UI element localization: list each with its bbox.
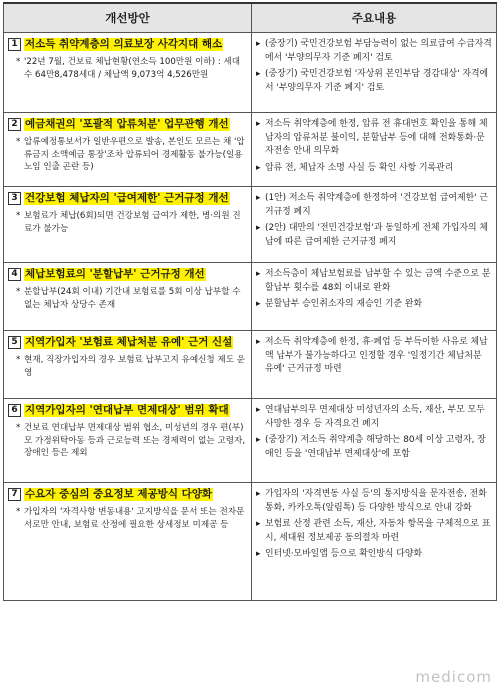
item-bullet: ▸ xyxy=(256,69,261,79)
plan-title xyxy=(8,488,247,501)
detail-bullet: * xyxy=(16,355,21,365)
improvement-plan-cell xyxy=(4,399,252,483)
plan-detail xyxy=(16,506,247,531)
item-bullet: ▸ xyxy=(256,549,261,559)
content-item xyxy=(256,268,492,295)
item-bullet: ▸ xyxy=(256,193,261,203)
plan-detail xyxy=(16,354,247,379)
plan-title-text: 지역가입자 '보험료 체납처분 유예' 근거 신설 xyxy=(25,336,233,348)
content-item xyxy=(256,434,492,461)
improvement-plan-cell xyxy=(4,113,252,187)
header-main-content: 주요내용 xyxy=(252,3,497,33)
content-item xyxy=(256,404,492,431)
item-bullet: ▸ xyxy=(256,162,261,173)
main-content-cell xyxy=(252,33,497,113)
plan-title-text: 수요자 중심의 중요정보 제공방식 다양화 xyxy=(25,488,213,500)
table-row xyxy=(4,331,497,399)
plan-number: 5 xyxy=(8,336,21,349)
item-text: 저소득 취약계층에 한정, 압류 전 휴대번호 확인을 통해 체납자의 압류처분 불이익, 분할납부 등에 대해 전화통화·문자전송 안내 의무화 xyxy=(265,119,488,156)
improvement-plan-cell xyxy=(4,263,252,331)
plan-number: 2 xyxy=(8,118,21,131)
detail-bullet: * xyxy=(16,423,21,433)
item-bullet: ▸ xyxy=(256,269,261,279)
detail-bullet: * xyxy=(16,211,21,221)
detail-bullet: * xyxy=(16,57,21,67)
detail-text: 압류예정통보서가 일반우편으로 발송, 본인도 모르는 채 '압류금지 소액예금 통장'조차 압류되어 경제활동 불가능(일용노임 인출 곤란 등) xyxy=(24,137,245,172)
item-bullet: ▸ xyxy=(256,489,261,499)
plan-title-text: 건강보험 체납자의 '급여제한' 근거규정 개선 xyxy=(25,192,229,204)
table-row xyxy=(4,187,497,263)
plan-detail xyxy=(16,56,247,81)
plan-detail xyxy=(16,136,247,174)
improvement-plan-cell xyxy=(4,33,252,113)
content-item xyxy=(256,192,492,219)
content-item xyxy=(256,298,492,312)
content-item xyxy=(256,336,492,377)
content-item xyxy=(256,68,492,95)
item-bullet: ▸ xyxy=(256,223,261,233)
plan-number: 6 xyxy=(8,404,21,417)
item-bullet: ▸ xyxy=(256,337,261,347)
detail-text: 분할납부(24회 이내) 기간내 보험료를 5회 이상 납부할 수 없는 체납자 상당수 존재 xyxy=(24,287,241,310)
plan-number: 1 xyxy=(8,38,21,51)
item-text: 보험료 산정 관련 소득, 재산, 자동차 항목을 구체적으로 표시, 세대원 정보제공 동의절차 마련 xyxy=(265,519,491,543)
plan-number: 4 xyxy=(8,268,21,281)
item-text: 가입자의 '자격변동 사실 등'의 통지방식을 문자전송, 전화통화, 카카오톡(알림톡) 등 다양한 방식으로 안내 강화 xyxy=(265,489,487,513)
detail-bullet: * xyxy=(16,507,21,517)
plan-title xyxy=(8,404,247,417)
table-row xyxy=(4,263,497,331)
watermark: medicom xyxy=(415,668,492,686)
improvement-plan-cell xyxy=(4,187,252,263)
plan-title-text: 예금채권의 '포괄적 압류처분' 업무관행 개선 xyxy=(25,118,229,130)
main-content-cell xyxy=(252,113,497,187)
plan-title xyxy=(8,268,247,281)
item-bullet: ▸ xyxy=(256,405,261,415)
table-header-row xyxy=(4,3,497,33)
item-bullet: ▸ xyxy=(256,435,261,445)
item-bullet: ▸ xyxy=(256,119,261,129)
content-item xyxy=(256,518,492,545)
improvement-plan-cell xyxy=(4,483,252,601)
main-content-cell xyxy=(252,483,497,601)
main-content-cell xyxy=(252,399,497,483)
plan-title-text: 지역가입자의 '연대납부 면제대상' 범위 확대 xyxy=(25,404,229,416)
table-row xyxy=(4,483,497,601)
header-improvement-plan: 개선방안 xyxy=(4,3,252,33)
content-item xyxy=(256,118,492,159)
plan-title-text: 저소득 취약계층의 의료보장 사각지대 해소 xyxy=(25,38,223,50)
item-text: 분할납부 승인취소자의 재승인 기준 완화 xyxy=(265,299,423,309)
table-row xyxy=(4,399,497,483)
plan-detail xyxy=(16,210,247,235)
plan-number: 7 xyxy=(8,488,21,501)
plan-title xyxy=(8,118,247,131)
table-row xyxy=(4,33,497,113)
detail-text: 건보료 연대납부 면제대상 범위 협소, 미성년의 경우 편(부)모 가정위탁아동 등과 근로능력 또는 경제력이 없는 고령자, 장애인 등은 제외 xyxy=(24,423,246,458)
plan-number: 3 xyxy=(8,192,21,205)
main-content-cell xyxy=(252,187,497,263)
item-text: 압류 전, 체납자 소명 사실 등 확인 사항 기록관리 xyxy=(265,162,454,173)
improvement-table xyxy=(3,2,497,601)
detail-text: '22년 7월, 건보료 체납현황(연소득 100만원 이하) : 세대수 64만8,478세대 / 체납액 9,073억 4,526만원 xyxy=(24,57,241,80)
item-text: (중장기) 국민건강보험 '자상위 본인부담 경감대상' 자격에서 '부양의무자 기준 폐지' 검토 xyxy=(265,69,489,93)
item-text: 저소득층이 체납보험료를 납부할 수 있는 금액 수준으로 분할납부 횟수를 48회 이내로 완화 xyxy=(265,269,491,293)
plan-title xyxy=(8,336,247,349)
content-item xyxy=(256,222,492,249)
content-item xyxy=(256,162,492,176)
item-text: 인터넷·모바일앱 등으로 확인방식 다양화 xyxy=(265,549,423,559)
item-text: (1안) 저소득 취약계층에 한정하여 '건강보험 급여제한' 근거규정 폐지 xyxy=(265,193,488,217)
improvement-plan-cell xyxy=(4,331,252,399)
item-text: 연대납부의무 면제대상 미성년자의 소득, 재산, 부모 모두 사망한 경우 등 자격요건 폐지 xyxy=(265,405,485,429)
plan-title xyxy=(8,192,247,205)
detail-bullet: * xyxy=(16,137,21,147)
item-bullet: ▸ xyxy=(256,299,261,309)
detail-text: 현재, 직장가입자의 경우 보험료 납부고지 유예신청 제도 운영 xyxy=(24,355,246,378)
item-text: (중장기) 저소득 취약계층 해당하는 80세 이상 고령자, 장애인 등을 '연대납부 면제대상'에 포함 xyxy=(265,435,486,459)
main-content-cell xyxy=(252,263,497,331)
plan-title-text: 체납보험료의 '분할납부' 근거규정 개선 xyxy=(25,268,205,280)
detail-bullet: * xyxy=(16,287,21,297)
table-row xyxy=(4,113,497,187)
detail-text: 보험료가 체납(6회)되면 건강보험 급여가 제한, 병·의원 진료가 불가능 xyxy=(24,211,241,234)
main-content-cell xyxy=(252,331,497,399)
plan-detail xyxy=(16,286,247,311)
content-item xyxy=(256,38,492,65)
content-item xyxy=(256,548,492,562)
item-bullet: ▸ xyxy=(256,519,261,529)
detail-text: 가입자의 '자격사항 변동내용' 고지방식을 문서 또는 전자문서로만 안내, 보험료 산정에 필요한 상세정보 미제공 등 xyxy=(24,507,245,530)
plan-detail xyxy=(16,422,247,460)
item-text: (2안) 대만의 '전민건강보험'과 동일하게 전체 가입자의 체납에 따른 급여제한 근거규정 폐지 xyxy=(265,223,488,247)
item-text: (중장기) 국민건강보험 부담능력이 없는 의료급여 수급자격에서 '부양의무자 기준 폐지' 검토 xyxy=(265,39,492,63)
plan-title xyxy=(8,38,247,51)
content-item xyxy=(256,488,492,515)
item-bullet: ▸ xyxy=(256,39,261,49)
item-text: 저소득 취약계층에 한정, 휴·폐업 등 부득이한 사유로 체납액 납부가 불가능하다고 인정할 경우 '일정기간 체납처분 유예' 근거규정 마련 xyxy=(265,337,488,374)
